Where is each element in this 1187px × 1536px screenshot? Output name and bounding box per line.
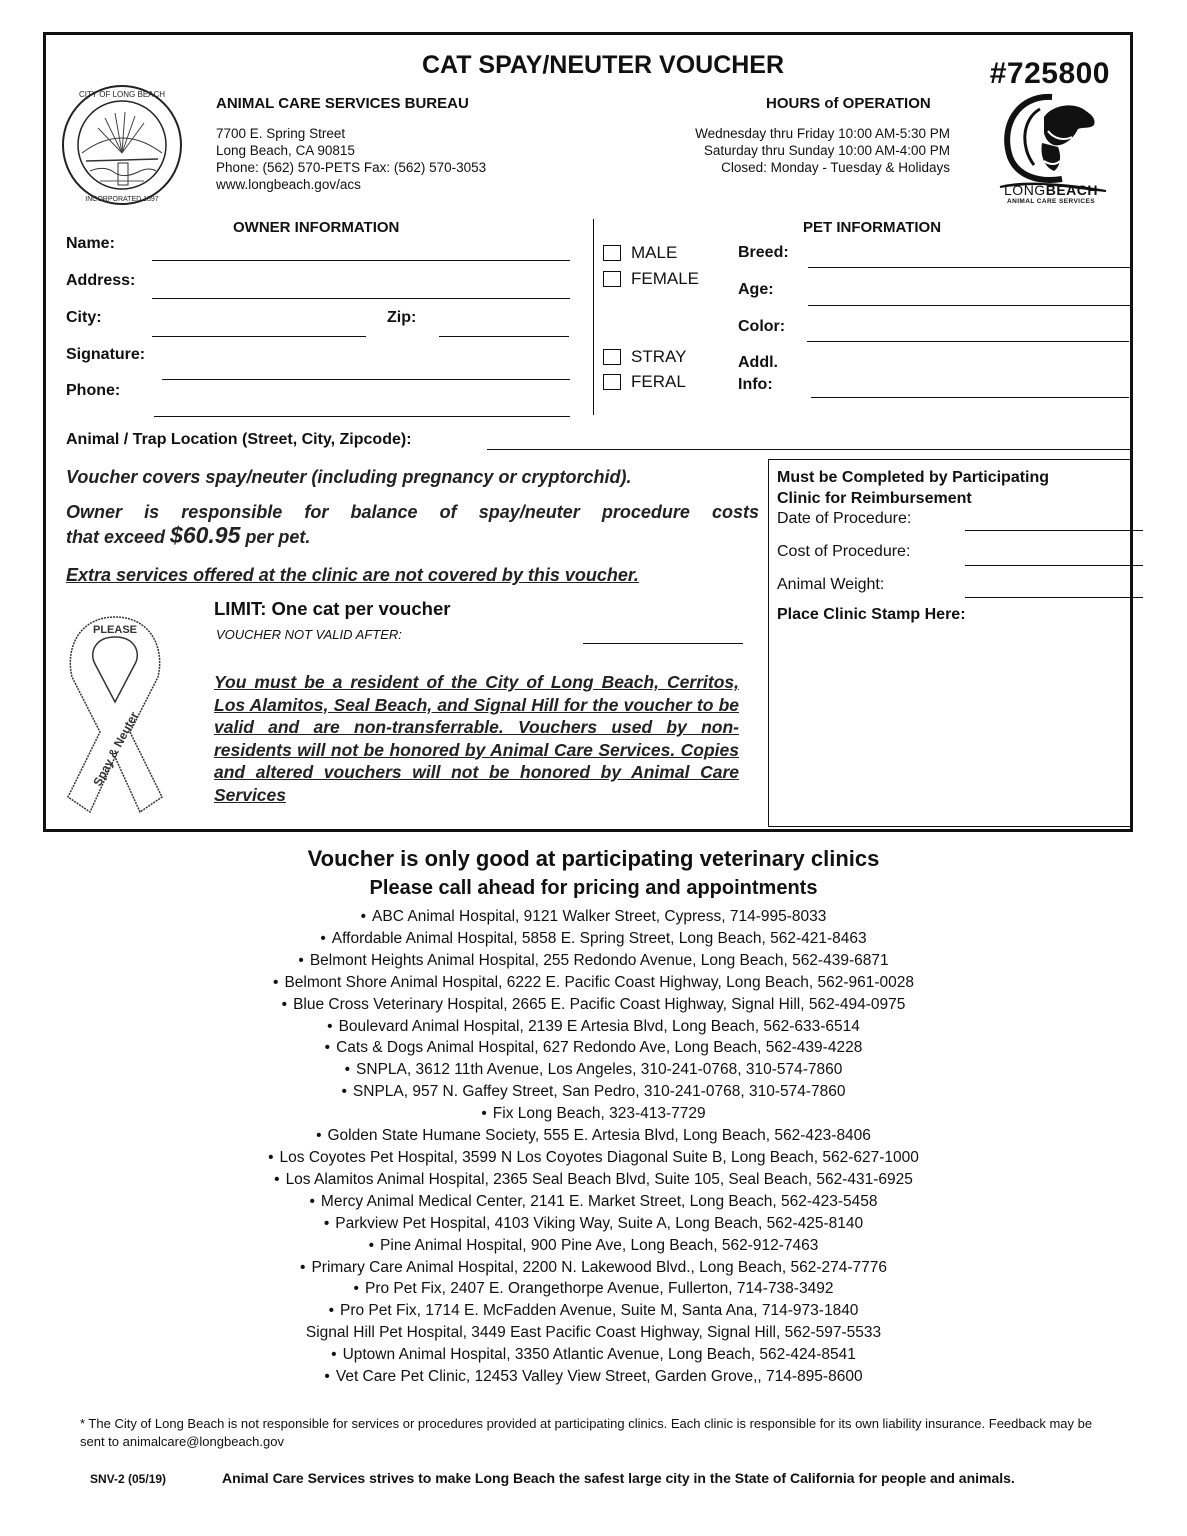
stray-checkbox[interactable] — [603, 347, 686, 367]
trap-location-field[interactable] — [487, 449, 1133, 450]
female-label: FEMALE — [631, 269, 700, 288]
clinic-list — [0, 906, 1187, 1388]
clinic-list-item — [0, 950, 1187, 972]
signature-label: Signature: — [66, 346, 146, 363]
clinic-list-item — [0, 1235, 1187, 1257]
clinic-entry-text: Cats & Dogs Animal Hospital, 627 Redondo Ave, Long Beach, 562-439-4228 — [336, 1039, 863, 1057]
city-field[interactable] — [152, 336, 366, 337]
clinic-entry-text: Affordable Animal Hospital, 5858 E. Spring Street, Long Beach, 562-421-8463 — [331, 929, 867, 947]
clinic-entry-text: SNPLA, 957 N. Gaffey Street, San Pedro, 310-241-0768, 310-574-7860 — [352, 1083, 846, 1101]
bullet-icon: • — [328, 1302, 334, 1320]
checkbox-box[interactable] — [603, 349, 621, 365]
bureau-name: ANIMAL CARE SERVICES BUREAU — [216, 95, 469, 112]
expiration-date-field[interactable] — [583, 643, 743, 644]
color-label: Color: — [738, 318, 786, 335]
clinic-entry-text: Los Coyotes Pet Hospital, 3599 N Los Coyotes Diagonal Suite B, Long Beach, 562-627-1000 — [279, 1148, 919, 1166]
bullet-icon: • — [309, 1192, 315, 1210]
bullet-icon: • — [327, 1017, 333, 1035]
form-code: SNV-2 (05/19) — [90, 1472, 167, 1486]
hours-weekday: Wednesday thru Friday 10:00 AM-5:30 PM — [695, 126, 950, 141]
color-field[interactable] — [807, 341, 1129, 342]
page-title: CAT SPAY/NEUTER VOUCHER — [421, 51, 785, 79]
owner-responsibility-line1: Owner is responsible for balance of spay/neuter procedure costs — [66, 502, 759, 522]
male-label: MALE — [631, 243, 678, 262]
section-divider — [593, 219, 594, 415]
age-label: Age: — [738, 281, 774, 298]
breed-field[interactable] — [808, 267, 1130, 268]
clinic-list-item — [0, 1278, 1187, 1300]
spay-neuter-ribbon-icon — [60, 607, 170, 817]
zip-label: Zip: — [387, 309, 417, 326]
clinic-list-item — [0, 1257, 1187, 1279]
hours-title: HOURS of OPERATION — [766, 95, 931, 112]
clinic-stamp-label: Place Clinic Stamp Here: — [777, 606, 966, 623]
address-phone: Phone: (562) 570-PETS Fax: (562) 570-3053 — [216, 160, 487, 175]
bullet-icon: • — [360, 908, 367, 925]
bullet-icon: • — [368, 1236, 375, 1254]
ribbon-please-text: PLEASE — [92, 624, 138, 636]
addl-info-label-1: Addl. — [738, 354, 778, 371]
bullet-icon: • — [298, 951, 304, 969]
residency-requirement: You must be a resident of the City of Long Beach, Cerritos, Los Alamitos, Seal Beach, and Signal Hill for the voucher to be valid and are non-transferrable. Vouchers used by non-residents will not be honored by Animal Care Services. Copies and altered vouchers will not be honored by Animal Care Services — [214, 672, 739, 805]
stray-label: STRAY — [631, 347, 687, 366]
cost-of-procedure-label: Cost of Procedure: — [777, 543, 911, 560]
clinic-entry-text: Signal Hill Pet Hospital, 3449 East Pacific Coast Highway, Signal Hill, 562-597-5533 — [305, 1324, 882, 1342]
age-field[interactable] — [808, 305, 1130, 306]
address-city: Long Beach, CA 90815 — [216, 143, 355, 158]
clinic-entry-text: Primary Care Animal Hospital, 2200 N. Lakewood Blvd., Long Beach, 562-274-7776 — [311, 1258, 887, 1276]
animal-weight-label: Animal Weight: — [777, 576, 885, 593]
checkbox-box[interactable] — [603, 271, 621, 287]
clinic-list-item — [0, 1081, 1187, 1103]
clinic-list-item — [0, 1103, 1187, 1125]
ribbon-spay-neuter-text: Spay & Neuter — [90, 709, 142, 789]
hours-of-operation — [695, 125, 950, 176]
clinic-list-item — [0, 1169, 1187, 1191]
clinic-entry-text: Vet Care Pet Clinic, 12453 Valley View Street, Garden Grove,, 714-895-8600 — [335, 1368, 863, 1386]
clinics-subheading: Please call ahead for pricing and appointments — [369, 877, 818, 899]
clinic-entry-text: Pro Pet Fix, 1714 E. McFadden Avenue, Suite M, Santa Ana, 714-973-1840 — [340, 1302, 859, 1320]
clinic-list-item — [0, 1366, 1187, 1388]
bullet-icon: • — [481, 1105, 487, 1123]
clinic-entry-text: Belmont Heights Animal Hospital, 255 Redondo Avenue, Long Beach, 562-439-6871 — [309, 951, 889, 969]
trap-location-label: Animal / Trap Location (Street, City, Zipcode): — [66, 431, 412, 448]
addl-info-field[interactable] — [811, 397, 1129, 398]
bullet-icon: • — [323, 1214, 330, 1232]
clinic-entry-text: Uptown Animal Hospital, 3350 Atlantic Avenue, Long Beach, 562-424-8541 — [342, 1346, 856, 1364]
extra-services-text: Extra services offered at the clinic are not covered by this voucher. — [66, 565, 639, 585]
name-field[interactable] — [152, 260, 570, 261]
clinic-entry-text: ABC Animal Hospital, 9121 Walker Street, Cypress, 714-995-8033 — [372, 908, 827, 925]
bullet-icon: • — [300, 1258, 306, 1276]
clinic-entry-text: Mercy Animal Medical Center, 2141 E. Market Street, Long Beach, 562-423-5458 — [320, 1192, 878, 1210]
coverage-text: Voucher covers spay/neuter (including pregnancy or cryptorchid). — [66, 467, 632, 487]
address-label: Address: — [66, 272, 136, 289]
clinic-list-item — [0, 972, 1187, 994]
clinic-list-item — [0, 994, 1187, 1016]
clinic-box-heading-2: Clinic for Reimbursement — [777, 490, 972, 507]
bullet-icon: • — [274, 1170, 280, 1188]
bullet-icon: • — [341, 1083, 347, 1101]
clinic-entry-text: Belmont Shore Animal Hospital, 6222 E. Pacific Coast Highway, Long Beach, 562-961-0028 — [284, 973, 914, 991]
clinic-list-item — [0, 1147, 1187, 1169]
phone-label: Phone: — [66, 382, 121, 399]
clinic-list-item — [0, 906, 1187, 928]
feral-label: FERAL — [631, 372, 686, 391]
hours-weekend: Saturday thru Sunday 10:00 AM-4:00 PM — [703, 143, 950, 158]
animal-weight-field[interactable] — [965, 597, 1143, 598]
address-website[interactable]: www.longbeach.gov/acs — [216, 177, 361, 192]
clinic-list-item — [0, 928, 1187, 950]
clinic-entry-text: Los Alamitos Animal Hospital, 2365 Seal Beach Blvd, Suite 105, Seal Beach, 562-431-6925 — [285, 1170, 913, 1188]
bureau-address — [216, 125, 486, 193]
zip-field[interactable] — [439, 336, 569, 337]
logo-subtitle: ANIMAL CARE SERVICES — [1007, 198, 1095, 205]
male-checkbox[interactable] — [603, 243, 677, 263]
seal-text-bottom: INCORPORATED 1897 — [85, 196, 159, 203]
clinic-reimbursement-box — [768, 459, 1132, 827]
name-label: Name: — [66, 235, 115, 252]
bullet-icon: • — [353, 1280, 359, 1298]
disclaimer-text: * The City of Long Beach is not responsible for services or procedures provided at participating clinics. Each clinic is responsible for its own liability insurance. Feedback may be sent to animalcare@longbeach.gov — [80, 1416, 1093, 1449]
clinic-list-item — [0, 1125, 1187, 1147]
checkbox-box[interactable] — [603, 245, 621, 261]
clinic-entry-text: Fix Long Beach, 323-413-7729 — [492, 1105, 706, 1123]
bullet-icon: • — [324, 1039, 331, 1057]
mission-statement: Animal Care Services strives to make Long Beach the safest large city in the State of California for people and animals. — [222, 1470, 1015, 1486]
clinic-entry-text: Golden State Humane Society, 555 E. Artesia Blvd, Long Beach, 562-423-8406 — [327, 1127, 871, 1145]
logo-title: LONGBEACH — [1004, 182, 1098, 198]
clinic-list-item — [0, 1344, 1187, 1366]
checkbox-box[interactable] — [603, 374, 621, 390]
logo-wordmark — [986, 182, 1116, 205]
owner-responsibility-line2: that exceed $60.95 per pet. — [66, 522, 311, 548]
clinic-list-item — [0, 1322, 1187, 1344]
bullet-icon: • — [316, 1127, 322, 1145]
clinic-entry-text: SNPLA, 3612 11th Avenue, Los Angeles, 310-241-0768, 310-574-7860 — [356, 1061, 843, 1079]
address-street: 7700 E. Spring Street — [216, 126, 346, 141]
signature-field[interactable] — [162, 379, 570, 380]
seal-text-top: CITY OF LONG BEACH — [78, 90, 166, 99]
clinic-entry-text: Pro Pet Fix, 2407 E. Orangethorpe Avenue, Fullerton, 714-738-3492 — [364, 1280, 834, 1298]
breed-label: Breed: — [738, 244, 789, 261]
clinic-entry-text: Boulevard Animal Hospital, 2139 E Artesia Blvd, Long Beach, 562-633-6514 — [338, 1017, 860, 1035]
date-of-procedure-field[interactable] — [965, 530, 1143, 531]
address-field[interactable] — [152, 298, 570, 299]
clinic-entry-text: Parkview Pet Hospital, 4103 Viking Way, Suite A, Long Beach, 562-425-8140 — [335, 1214, 864, 1232]
bullet-icon: • — [344, 1061, 351, 1079]
bullet-icon: • — [268, 1148, 274, 1166]
clinic-list-item — [0, 1191, 1187, 1213]
clinic-list-item — [0, 1059, 1187, 1081]
city-label: City: — [66, 309, 102, 326]
clinic-stamp-area[interactable] — [777, 630, 1123, 818]
limit-text: LIMIT: One cat per voucher — [214, 598, 451, 619]
addl-info-label-2: Info: — [738, 376, 773, 393]
bullet-icon: • — [281, 995, 288, 1013]
not-valid-after-label: VOUCHER NOT VALID AFTER: — [216, 627, 402, 642]
clinic-list-item — [0, 1300, 1187, 1322]
owner-info-heading: OWNER INFORMATION — [233, 219, 400, 236]
hours-closed: Closed: Monday - Tuesday & Holidays — [721, 160, 950, 175]
date-of-procedure-label: Date of Procedure: — [777, 510, 912, 527]
clinic-box-heading-1: Must be Completed by Participating — [777, 469, 1050, 486]
clinic-entry-text: Pine Animal Hospital, 900 Pine Ave, Long Beach, 562-912-7463 — [380, 1236, 819, 1254]
voucher-form — [43, 32, 1133, 832]
voucher-number: #725800 — [989, 57, 1110, 90]
phone-field[interactable] — [154, 416, 570, 417]
clinic-list-item — [0, 1213, 1187, 1235]
clinic-list-item — [0, 1037, 1187, 1059]
cost-of-procedure-field[interactable] — [965, 565, 1143, 566]
pet-info-heading: PET INFORMATION — [803, 219, 942, 236]
city-seal-icon — [60, 83, 184, 207]
feral-checkbox[interactable] — [603, 372, 686, 392]
female-checkbox[interactable] — [603, 269, 699, 289]
clinics-heading: Voucher is only good at participating veterinary clinics — [307, 846, 880, 871]
bullet-icon: • — [324, 1368, 330, 1386]
bullet-icon: • — [320, 929, 326, 947]
price-limit: $60.95 — [170, 522, 241, 548]
bullet-icon: • — [331, 1346, 337, 1364]
clinic-entry-text: Blue Cross Veterinary Hospital, 2665 E. Pacific Coast Highway, Signal Hill, 562-494-0975 — [293, 995, 906, 1013]
bullet-icon: • — [273, 973, 279, 991]
clinic-list-item — [0, 1016, 1187, 1038]
